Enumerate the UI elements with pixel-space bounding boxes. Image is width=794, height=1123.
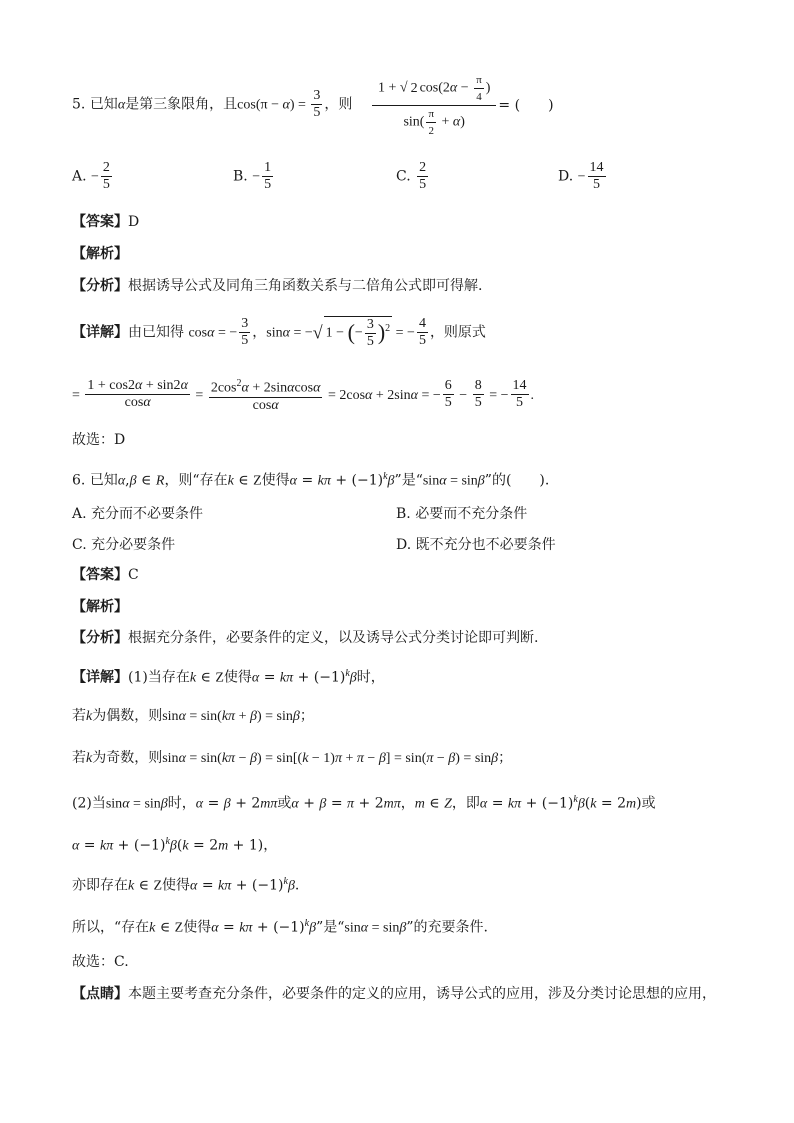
q6-stem: 6. 已知α,β ∈ R，则“存在k ∈ Z使得$\alpha = k\pi + (-1)^k\beta$”是“sinα = sinβ”的( ). (72, 471, 550, 489)
q6-option-d-label: D. (396, 537, 412, 553)
q6-dianjing-tag: 【点睛】 (72, 986, 128, 1002)
q6-option-a[interactable] (72, 503, 203, 523)
q6-so-mid: 使得 (183, 919, 212, 936)
q5-stem-then: ，则 (324, 96, 353, 113)
q6-case2-or: 或 (277, 795, 292, 812)
q5-option-d[interactable] (558, 160, 608, 193)
q6-case2-then: ，即 (451, 795, 480, 812)
q5-option-b[interactable] (233, 160, 275, 193)
q5-option-a-den: 5 (102, 177, 110, 192)
q6-case1-mid: 使得 (223, 669, 252, 686)
q5-stem: 5. 已知α是第三象限角，且cos(π − α) = $\frac{3}{5}$ ，则 (72, 88, 353, 120)
q6-option-c-label: C. (72, 537, 87, 553)
q6-case1: 【详解】(1)当存在k ∈ Z使得$\alpha = k\pi + (-1)^k\beta$时， (72, 668, 385, 686)
q6-even-mid: 为偶数，则 (92, 708, 163, 724)
q6-equiv-mid: 使得 (162, 877, 191, 894)
q6-stem-end: ”是“ (394, 472, 423, 489)
q5-option-a-sign: − (91, 169, 99, 185)
q5-fenxi-text: 根据诱导公式及同角三角函数关系与二倍角公式即可得解. (128, 278, 483, 294)
q5-stem-pre: 已知 (89, 96, 118, 113)
q6-answer (72, 565, 139, 585)
q5-stem-end: = ( ) (498, 97, 554, 114)
q5-choose-text: 故选：D (72, 432, 126, 448)
q5-option-b-den: 5 (264, 177, 272, 192)
q5-answer-tag: 【答案】 (72, 214, 128, 230)
q5-xiangjie-pre: 由已知得 (128, 324, 184, 341)
q5-option-c-den: 5 (419, 177, 427, 192)
q5-main-fraction: 1 + √ 2 cos(2α − $\frac{\pi}{4}$ ) sin( $\frac{\pi}{2}$ + α) = ( ) (370, 72, 554, 139)
q6-odd-case: 若k为奇数，则sinα = sin(kπ − β) = sin[(k − 1)π + π − β] = sin(π − β) = sinβ； (72, 750, 513, 766)
q6-odd-pre: 若 (72, 750, 86, 766)
q6-option-b-text: 必要而不充分条件 (415, 506, 528, 522)
q6-so-mid2: ”是“ (316, 919, 345, 936)
q6-option-a-text: 充分而不必要条件 (91, 506, 204, 522)
q6-analysis-tag-text: 【解析】 (72, 599, 128, 615)
q5-analysis-tag-text: 【解析】 (72, 246, 128, 262)
q6-fenxi (72, 628, 538, 648)
q5-option-a[interactable] (72, 160, 114, 193)
q6-choose-text: 故选：C. (72, 954, 129, 970)
q5-option-d-den: 5 (593, 177, 601, 192)
q6-equiv-pre: 亦即存在 (72, 877, 128, 894)
q6-case2: (2)当sinα = sinβ时，α = β + 2mπ或α + β = π + 2mπ，m ∈ Z，即$\alpha = k\pi + (-1)^k\beta(k = 2m)$或 (72, 794, 656, 812)
q5-option-c-num: 2 (419, 160, 427, 175)
q6-case2-cont: $\alpha = k\pi + (-1)^k\beta(k = 2m + 1)$， (72, 836, 278, 854)
q6-stem-end2: ”的( ). (484, 472, 550, 489)
q5-option-b-label: B. (233, 168, 248, 185)
q5-option-c-label: C. (396, 168, 411, 185)
q5-option-a-label: A. (72, 168, 87, 185)
q6-odd-mid: 为奇数，则 (92, 750, 163, 766)
q6-case1-end: 时， (356, 669, 385, 686)
q5-option-a-num: 2 (102, 160, 110, 175)
q5-option-d-label: D. (558, 168, 574, 185)
q5-xiangjie: 【详解】由已知得 cosα = − $\frac{3}{5}$ ，sinα = −√ 1 − (− $\frac{3}{5}$ )$^2$ = − $\frac{4}{5}$ ，则原式 (72, 316, 486, 349)
q6-case2-or2: 或 (641, 795, 656, 812)
q5-option-c[interactable] (396, 160, 430, 193)
q6-option-a-label: A. (72, 506, 87, 522)
q6-option-b-label: B. (396, 506, 411, 522)
q6-even-pre: 若 (72, 708, 86, 724)
q5-derivation: = $\frac{1 + \cos 2\alpha + \sin 2\alpha}{\cos\alpha}$ = $\frac{2\cos^2\alpha + 2\sin\alpha\cos\alpha}{\cos\alpha}$ = 2cosα + 2sinα = − $\frac{6}{5}$ − $\frac{8}{5}$ = − $\frac{14}{5}$ . (72, 378, 534, 413)
q6-equiv: 亦即存在k ∈ Z使得$\alpha = k\pi + (-1)^k\beta$. (72, 876, 300, 894)
q6-so-end: ”的充要条件. (406, 919, 488, 936)
q6-option-d[interactable] (396, 534, 556, 554)
q6-answer-tag: 【答案】 (72, 567, 128, 583)
q6-case2-mid: 时， (167, 795, 196, 812)
q6-case1-pre: (1)当存在 (128, 669, 190, 686)
q6-analysis-tag (72, 597, 128, 617)
q6-option-c-text: 充分必要条件 (91, 537, 176, 553)
q6-case2-pre: (2)当 (72, 795, 106, 812)
q5-answer (72, 212, 139, 232)
q5-xiangjie-post: ，则原式 (429, 324, 486, 341)
q6-so-pre: 所以，“存在 (72, 919, 150, 936)
q6-number: 6. (72, 472, 86, 489)
q5-xiangjie-tag: 【详解】 (72, 324, 128, 341)
q6-case2-comma: ， (400, 795, 415, 812)
q6-option-c[interactable] (72, 534, 175, 554)
q5-fenxi-tag: 【分析】 (72, 278, 128, 294)
q6-stem-mid2: 使得 (261, 472, 290, 489)
q5-fenxi (72, 276, 482, 296)
q6-dianjing (72, 984, 716, 1004)
q6-dianjing-text: 本题主要考查充分条件，必要条件的定义的应用，诱导公式的应用，涉及分类讨论思想的应用， (128, 986, 716, 1002)
q5-option-d-sign: − (577, 169, 586, 185)
q5-analysis-tag (72, 244, 128, 264)
q6-stem-mid: ，则“存在 (164, 472, 228, 489)
q6-answer-value: C (128, 567, 139, 583)
q6-xiangjie-tag: 【详解】 (72, 669, 128, 686)
q6-fenxi-text: 根据充分条件，必要条件的定义，以及诱导公式分类讨论即可判断. (128, 630, 539, 646)
q6-choose (72, 952, 129, 972)
q6-even-case: 若k为偶数，则sinα = sin(kπ + β) = sinβ； (72, 708, 314, 724)
q5-stem-mid: 是第三象限角，且 (125, 96, 238, 113)
q5-option-b-num: 1 (264, 160, 272, 175)
q6-option-d-text: 既不充分也不必要条件 (415, 537, 556, 553)
q6-option-b[interactable] (396, 503, 527, 523)
q6-conclusion: 所以，“存在k ∈ Z使得$\alpha = k\pi + (-1)^k\beta$”是“sinα = sinβ”的充要条件. (72, 918, 488, 936)
q6-fenxi-tag: 【分析】 (72, 630, 128, 646)
q5-answer-value: D (128, 214, 140, 230)
q5-option-d-num: 14 (589, 160, 604, 175)
q5-number: 5. (72, 96, 86, 113)
q5-choose (72, 430, 125, 450)
q6-stem-pre: 已知 (89, 472, 118, 489)
q5-option-b-sign: − (252, 169, 261, 185)
